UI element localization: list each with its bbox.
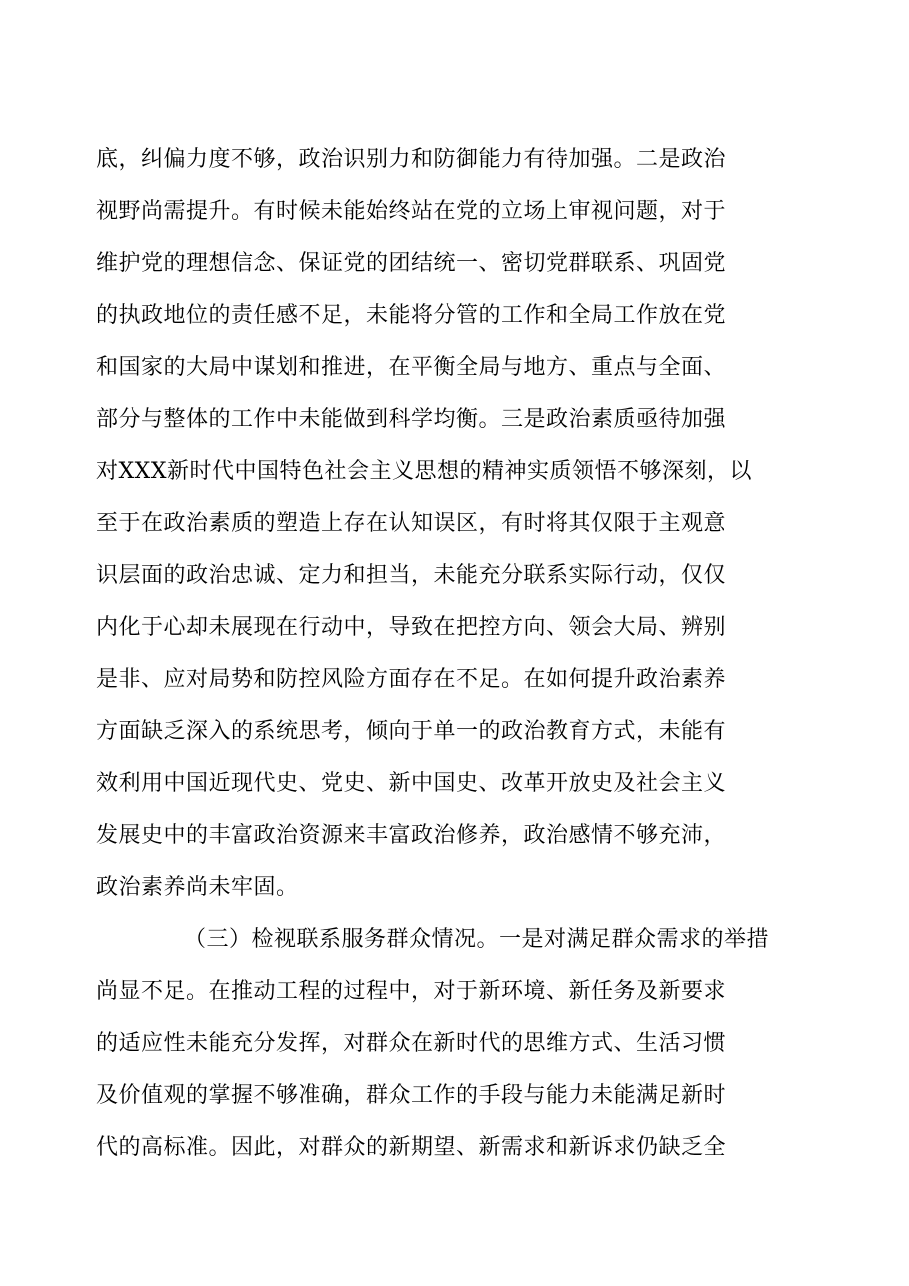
text-line: 识层面的政治忠诚、定力和担当，未能充分联系实际行动，仅仅 [96,563,727,588]
text-line: 底，纠偏力度不够，政治识别力和防御能力有待加强。二是政治 [96,147,727,172]
text-line: 方面缺乏深入的系统思考，倾向于单一的政治教育方式，未能有 [96,719,727,744]
text-line: 的适应性未能充分发挥，对群众在新时代的思维方式、生活习惯 [96,1031,727,1056]
text-line: 效利用中国近现代史、党史、新中国史、改革开放史及社会主义 [96,771,727,796]
text-line: 部分与整体的工作中未能做到科学均衡。三是政治素质亟待加强 [96,407,727,432]
text-line: 尚显不足。在推动工程的过程中，对于新环境、新任务及新要求 [96,979,727,1004]
text-line: 代的高标准。因此，对群众的新期望、新需求和新诉求仍缺乏全 [96,1135,727,1160]
text-line: 内化于心却未展现在行动中，导致在把控方向、领会大局、辨别 [96,615,727,640]
text-line: 视野尚需提升。有时候未能始终站在党的立场上审视问题，对于 [96,199,727,224]
section-heading-line: （三）检视联系服务群众情况。一是对满足群众需求的举措 [184,927,770,952]
text-line: 及价值观的掌握不够准确，群众工作的手段与能力未能满足新时 [96,1083,727,1108]
text-line: 对XXX新时代中国特色社会主义思想的精神实质领悟不够深刻，以 [96,459,752,484]
text-line: 发展史中的丰富政治资源来丰富政治修养，政治感情不够充沛， [96,823,727,848]
text-line: 至于在政治素质的塑造上存在认知误区，有时将其仅限于主观意 [96,511,727,536]
text-line: 的执政地位的责任感不足，未能将分管的工作和全局工作放在党 [96,303,727,328]
text-line: 是非、应对局势和防控风险方面存在不足。在如何提升政治素养 [96,667,727,692]
text-line: 维护党的理想信念、保证党的团结统一、密切党群联系、巩固党 [96,251,727,276]
text-line: 和国家的大局中谋划和推进，在平衡全局与地方、重点与全面、 [96,355,727,380]
text-line: 政治素养尚未牢固。 [96,875,299,900]
